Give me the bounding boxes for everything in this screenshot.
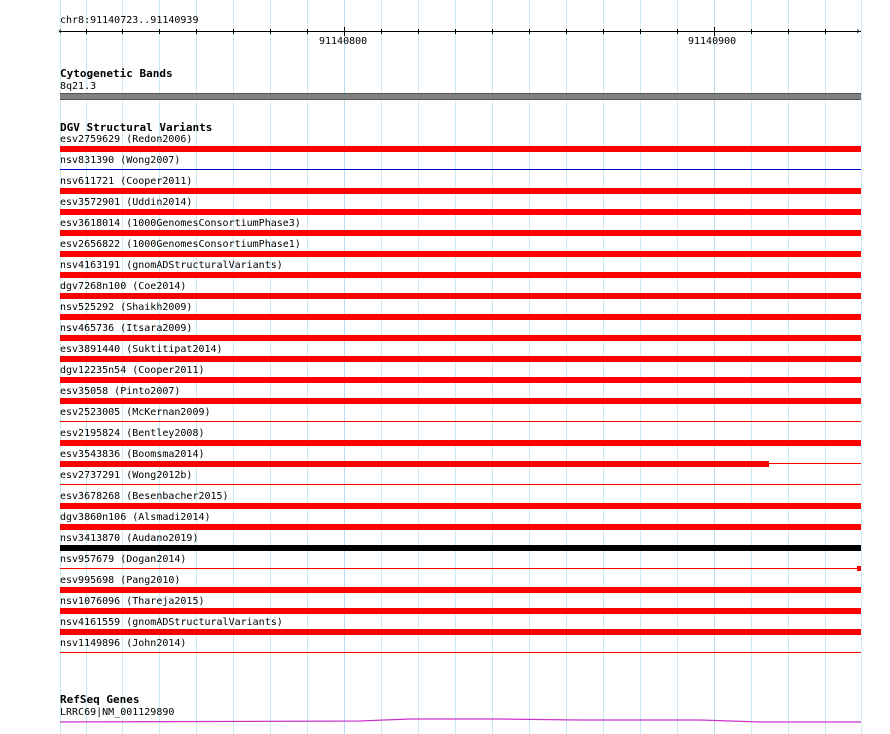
variant-label[interactable]: esv3572901 (Uddin2014) xyxy=(60,197,193,208)
variant-label[interactable]: esv3891440 (Suktitipat2014) xyxy=(60,344,223,355)
ruler-tick xyxy=(714,27,715,36)
variant-feature[interactable] xyxy=(60,209,861,215)
variant-label[interactable]: nsv1076096 (Thareja2015) xyxy=(60,596,205,607)
position-label: chr8:91140723..91140939 xyxy=(60,15,199,26)
variant-feature[interactable] xyxy=(60,652,861,653)
variant-label[interactable]: nsv525292 (Shaikh2009) xyxy=(60,302,193,313)
refseq-track-title[interactable]: RefSeq Genes xyxy=(60,693,140,706)
variant-label[interactable]: nsv465736 (Itsara2009) xyxy=(60,323,193,334)
ruler-right-arrow-icon: › xyxy=(855,26,862,37)
variant-feature[interactable] xyxy=(60,503,861,509)
variant-label[interactable]: esv2523005 (McKernan2009) xyxy=(60,407,211,418)
variant-feature[interactable] xyxy=(60,230,861,236)
variant-feature[interactable] xyxy=(60,188,861,194)
ruler-tick xyxy=(159,29,160,34)
ruler-tick xyxy=(344,27,345,36)
variant-label[interactable]: nsv831390 (Wong2007) xyxy=(60,155,181,166)
variant-feature[interactable] xyxy=(60,608,861,614)
variant-feature[interactable] xyxy=(60,421,861,422)
ruler-tick xyxy=(233,29,234,34)
variant-label[interactable]: esv3618014 (1000GenomesConsortiumPhase3) xyxy=(60,218,301,229)
variant-label[interactable]: nsv1149896 (John2014) xyxy=(60,638,187,649)
variant-feature[interactable] xyxy=(60,314,861,320)
variant-feature[interactable] xyxy=(60,398,861,404)
variant-label[interactable]: dgv7268n100 (Coe2014) xyxy=(60,281,187,292)
gene-line-path xyxy=(60,719,861,722)
ruler-tick xyxy=(307,29,308,34)
variant-label[interactable]: esv2195824 (Bentley2008) xyxy=(60,428,205,439)
ruler-tick xyxy=(529,29,530,34)
variant-label[interactable]: nsv957679 (Dogan2014) xyxy=(60,554,187,565)
variant-feature[interactable] xyxy=(60,545,861,551)
ruler-tick-label: 91140900 xyxy=(688,36,737,47)
variant-label[interactable]: esv35058 (Pinto2007) xyxy=(60,386,181,397)
variant-feature[interactable] xyxy=(60,568,861,569)
variant-label[interactable]: nsv4161559 (gnomADStructuralVariants) xyxy=(60,617,283,628)
gene-feature[interactable] xyxy=(60,717,861,725)
variant-feature[interactable] xyxy=(60,293,861,299)
ruler-tick-label: 91140800 xyxy=(319,36,368,47)
variant-label[interactable]: dgv3860n106 (Alsmadi2014) xyxy=(60,512,211,523)
variant-feature[interactable] xyxy=(60,440,861,446)
ruler-tick xyxy=(196,29,197,34)
ruler-tick xyxy=(825,29,826,34)
variant-label[interactable]: esv2737291 (Wong2012b) xyxy=(60,470,193,481)
cytoband-label: 8q21.3 xyxy=(60,81,97,92)
variant-feature[interactable] xyxy=(60,146,861,152)
variant-label[interactable]: nsv611721 (Cooper2011) xyxy=(60,176,193,187)
ruler-tick xyxy=(492,29,493,34)
variant-feature[interactable] xyxy=(60,461,769,467)
variant-feature-tip[interactable] xyxy=(857,566,861,571)
ruler-tick xyxy=(381,29,382,34)
variant-feature[interactable] xyxy=(60,484,861,485)
ruler-tick xyxy=(418,29,419,34)
ruler-tick xyxy=(677,29,678,34)
ruler-tick xyxy=(640,29,641,34)
variant-feature[interactable] xyxy=(60,356,861,362)
ruler-tick xyxy=(566,29,567,34)
ruler-left-arrow-icon: ‹ xyxy=(57,26,64,37)
ruler-tick xyxy=(603,29,604,34)
ruler-tick xyxy=(751,29,752,34)
variant-label[interactable]: esv3678268 (Besenbacher2015) xyxy=(60,491,229,502)
ruler-tick xyxy=(788,29,789,34)
variant-label[interactable]: nsv3413870 (Audano2019) xyxy=(60,533,199,544)
ruler-tick xyxy=(86,29,87,34)
cytoband-track-title[interactable]: Cytogenetic Bands xyxy=(60,67,173,80)
variant-feature[interactable] xyxy=(60,587,861,593)
variant-feature[interactable] xyxy=(60,377,861,383)
ruler-line xyxy=(60,31,861,32)
variant-label[interactable]: esv2759629 (Redon2006) xyxy=(60,134,193,145)
variant-feature[interactable] xyxy=(60,169,861,170)
gene-label[interactable]: LRRC69|NM_001129890 xyxy=(60,707,175,718)
variant-label[interactable]: dgv12235n54 (Cooper2011) xyxy=(60,365,205,376)
ruler-tick xyxy=(270,29,271,34)
variant-feature-tail[interactable] xyxy=(769,463,861,464)
variant-feature[interactable] xyxy=(60,524,861,530)
cytoband-bar[interactable] xyxy=(60,93,861,100)
ruler-tick xyxy=(122,29,123,34)
variant-feature[interactable] xyxy=(60,251,861,257)
variant-feature[interactable] xyxy=(60,629,861,635)
variant-label[interactable]: nsv4163191 (gnomADStructuralVariants) xyxy=(60,260,283,271)
dgv-track-title[interactable]: DGV Structural Variants xyxy=(60,121,213,134)
variant-label[interactable]: esv2656822 (1000GenomesConsortiumPhase1) xyxy=(60,239,301,250)
variant-feature[interactable] xyxy=(60,272,861,278)
variant-feature[interactable] xyxy=(60,335,861,341)
variant-label[interactable]: esv995698 (Pang2010) xyxy=(60,575,181,586)
variant-label[interactable]: esv3543836 (Boomsma2014) xyxy=(60,449,205,460)
ruler-tick xyxy=(455,29,456,34)
